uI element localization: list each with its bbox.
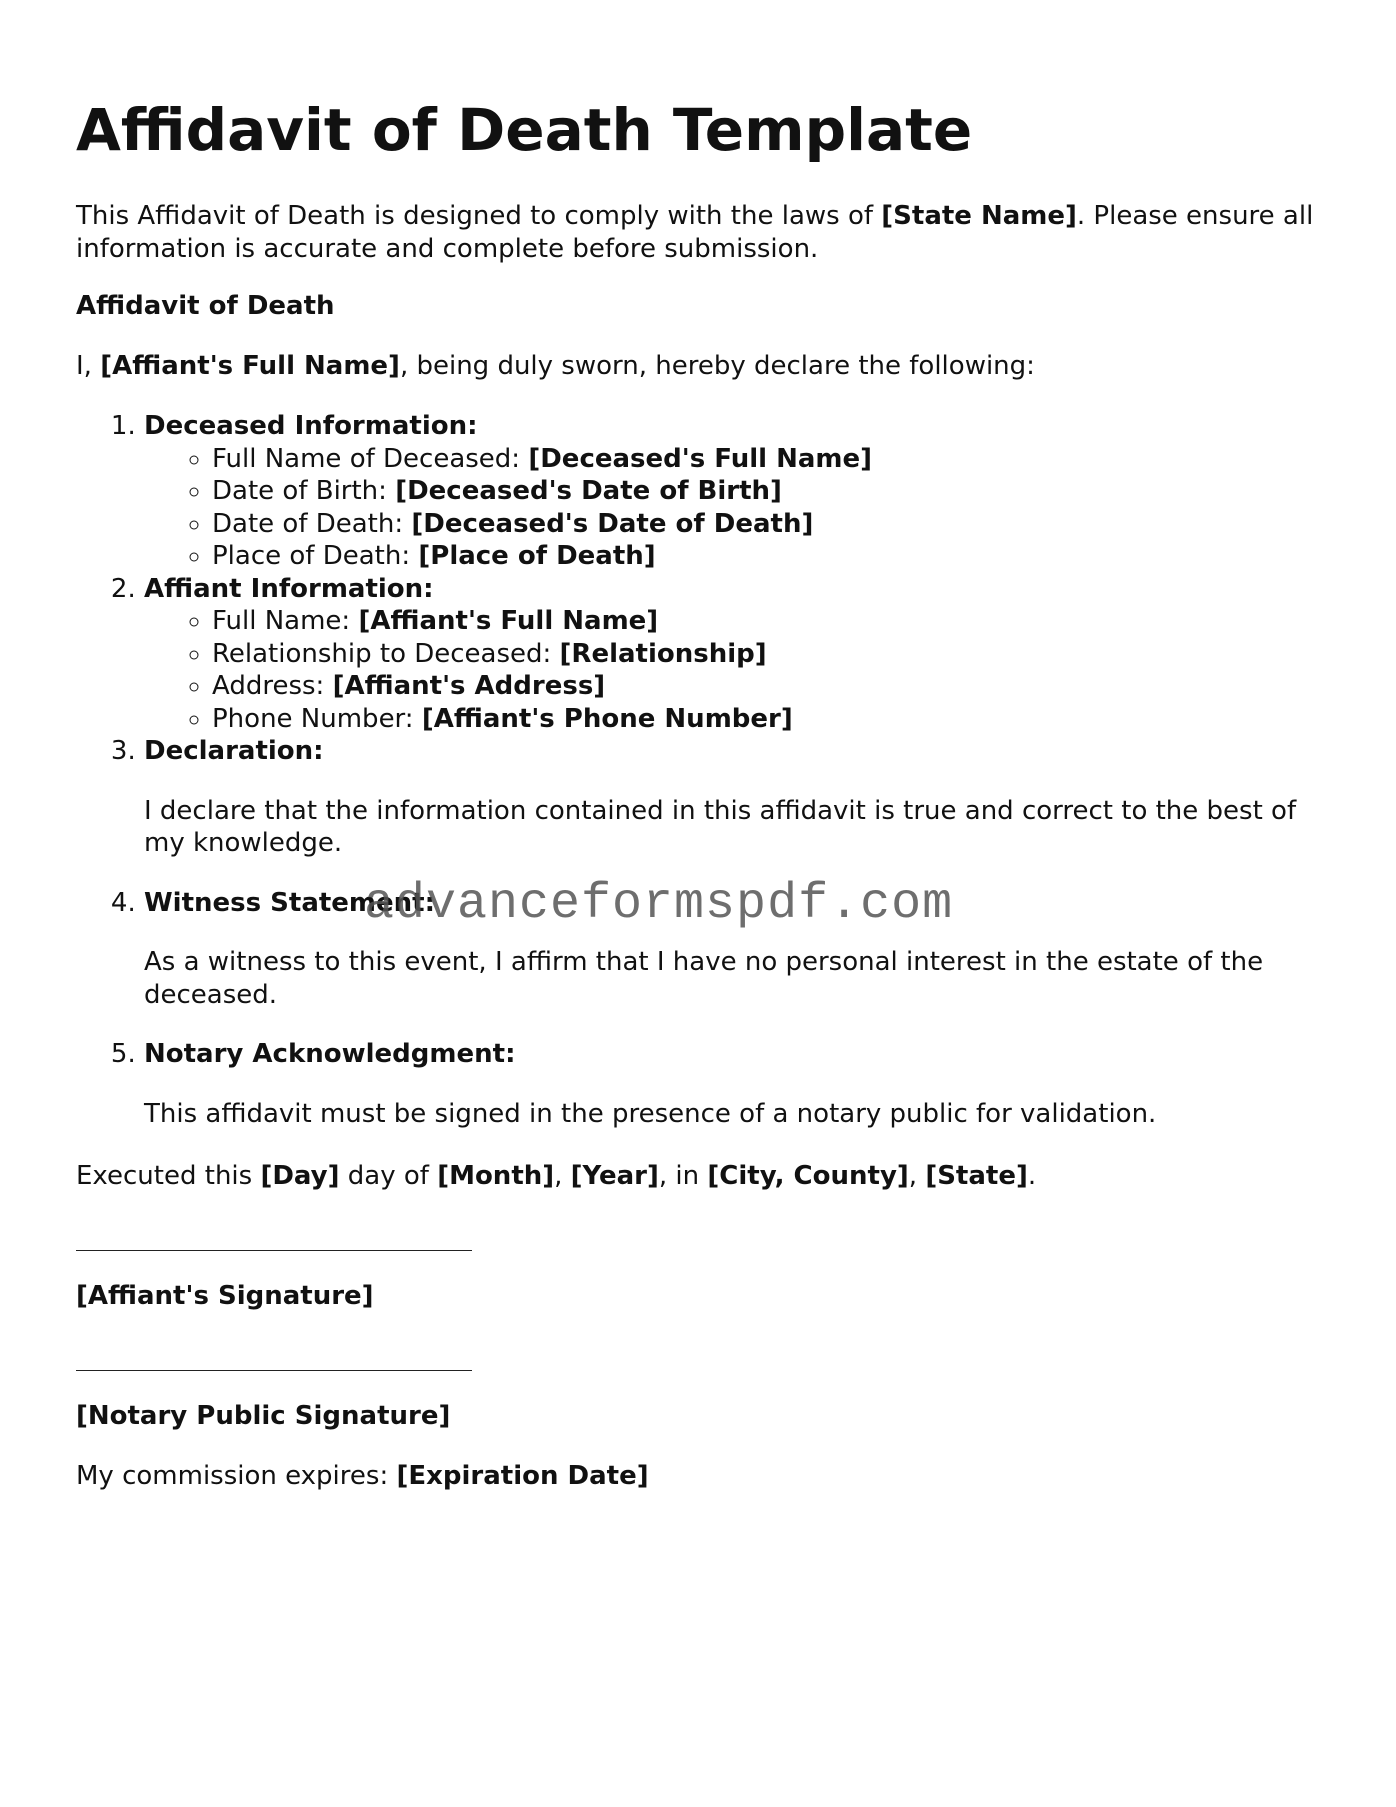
list-item <box>212 703 1390 736</box>
commission-expiry <box>76 1460 649 1493</box>
field-placeholder: [Deceased's Date of Birth] <box>395 476 782 506</box>
witness-text: As a witness to this event, I affirm that I have no personal interest in the estate of the deceased. <box>144 947 1264 1010</box>
affiant-info-title: Affiant Information: <box>144 573 434 604</box>
list-item <box>212 605 1390 638</box>
list-item <box>212 508 1390 541</box>
list-item <box>212 670 1390 703</box>
month-placeholder: [Month] <box>437 1161 555 1191</box>
intro-paragraph <box>76 200 1326 265</box>
execution-text: day of <box>339 1161 438 1191</box>
field-placeholder: [Relationship] <box>559 638 767 669</box>
declaration-title: Declaration: <box>144 736 324 766</box>
intro-text-post: . Please ensure all information is accurate and complete before submission. <box>76 201 1314 264</box>
execution-text: , <box>554 1161 571 1191</box>
witness-title: Witness Statement: <box>144 887 435 918</box>
field-placeholder: [Deceased's Full Name] <box>528 443 873 474</box>
year-placeholder: [Year] <box>570 1161 659 1191</box>
affiant-signature-line[interactable] <box>76 1250 472 1251</box>
field-label: Relationship to Deceased: <box>212 638 560 669</box>
execution-text: Executed this <box>76 1161 261 1191</box>
list-item <box>212 638 1390 671</box>
day-placeholder: [Day] <box>260 1161 340 1191</box>
field-placeholder: [Deceased's Date of Death] <box>411 508 814 539</box>
list-item <box>212 540 1390 573</box>
oath-affiant-name: [Affiant's Full Name] <box>100 351 400 381</box>
notary-signature-line[interactable] <box>76 1370 472 1371</box>
deceased-info-list <box>144 443 1390 573</box>
notary-text: This affidavit must be signed in the presence of a notary public for validation. <box>144 1098 1157 1129</box>
list-item <box>212 443 1390 476</box>
field-label: Date of Birth: <box>212 476 396 506</box>
declaration-text: I declare that the information contained in this affidavit is true and correct to the best of my knowledge. <box>144 795 1297 858</box>
page-title: Affidavit of Death Template <box>76 96 973 164</box>
commission-label: My commission expires: <box>76 1461 397 1491</box>
field-label: Full Name: <box>212 606 359 636</box>
field-placeholder: [Affiant's Phone Number] <box>421 703 793 734</box>
watermark: advanceformspdf.com <box>364 876 954 933</box>
field-label: Address: <box>212 671 333 701</box>
execution-text: , in <box>658 1161 708 1191</box>
intro-state-placeholder: [State Name] <box>881 201 1077 231</box>
deceased-info-title: Deceased Information: <box>144 411 478 441</box>
section-heading: Affidavit of Death <box>76 291 335 321</box>
list-item-notary <box>144 1038 1390 1130</box>
list-item-deceased <box>144 410 1390 573</box>
intro-text-pre: This Affidavit of Death is designed to comply with the laws of <box>76 201 882 231</box>
notary-signature-label: [Notary Public Signature] <box>76 1401 451 1431</box>
expiration-date-placeholder: [Expiration Date] <box>396 1461 649 1491</box>
list-item-declaration <box>144 735 1390 860</box>
oath-text-post: , being duly sworn, hereby declare the following: <box>399 351 1035 381</box>
field-label: Date of Death: <box>212 508 412 539</box>
field-placeholder: [Affiant's Full Name] <box>358 606 659 636</box>
field-label: Place of Death: <box>212 541 419 571</box>
field-label: Full Name of Deceased: <box>212 443 529 474</box>
state-placeholder: [State] <box>925 1161 1028 1191</box>
affiant-info-list <box>144 605 1390 735</box>
field-label: Phone Number: <box>212 703 422 734</box>
notary-title: Notary Acknowledgment: <box>144 1039 516 1069</box>
declaration-list <box>76 410 1390 1157</box>
list-item <box>212 475 1390 508</box>
oath-statement <box>76 350 1035 383</box>
execution-text: . <box>1027 1161 1037 1191</box>
execution-line <box>76 1160 1036 1193</box>
field-placeholder: [Place of Death] <box>418 541 656 571</box>
oath-text-pre: I, <box>76 351 101 381</box>
affiant-signature-label: [Affiant's Signature] <box>76 1281 374 1311</box>
city-county-placeholder: [City, County] <box>707 1161 909 1191</box>
field-placeholder: [Affiant's Address] <box>332 671 606 701</box>
execution-text: , <box>908 1161 926 1191</box>
list-item-affiant <box>144 573 1390 736</box>
